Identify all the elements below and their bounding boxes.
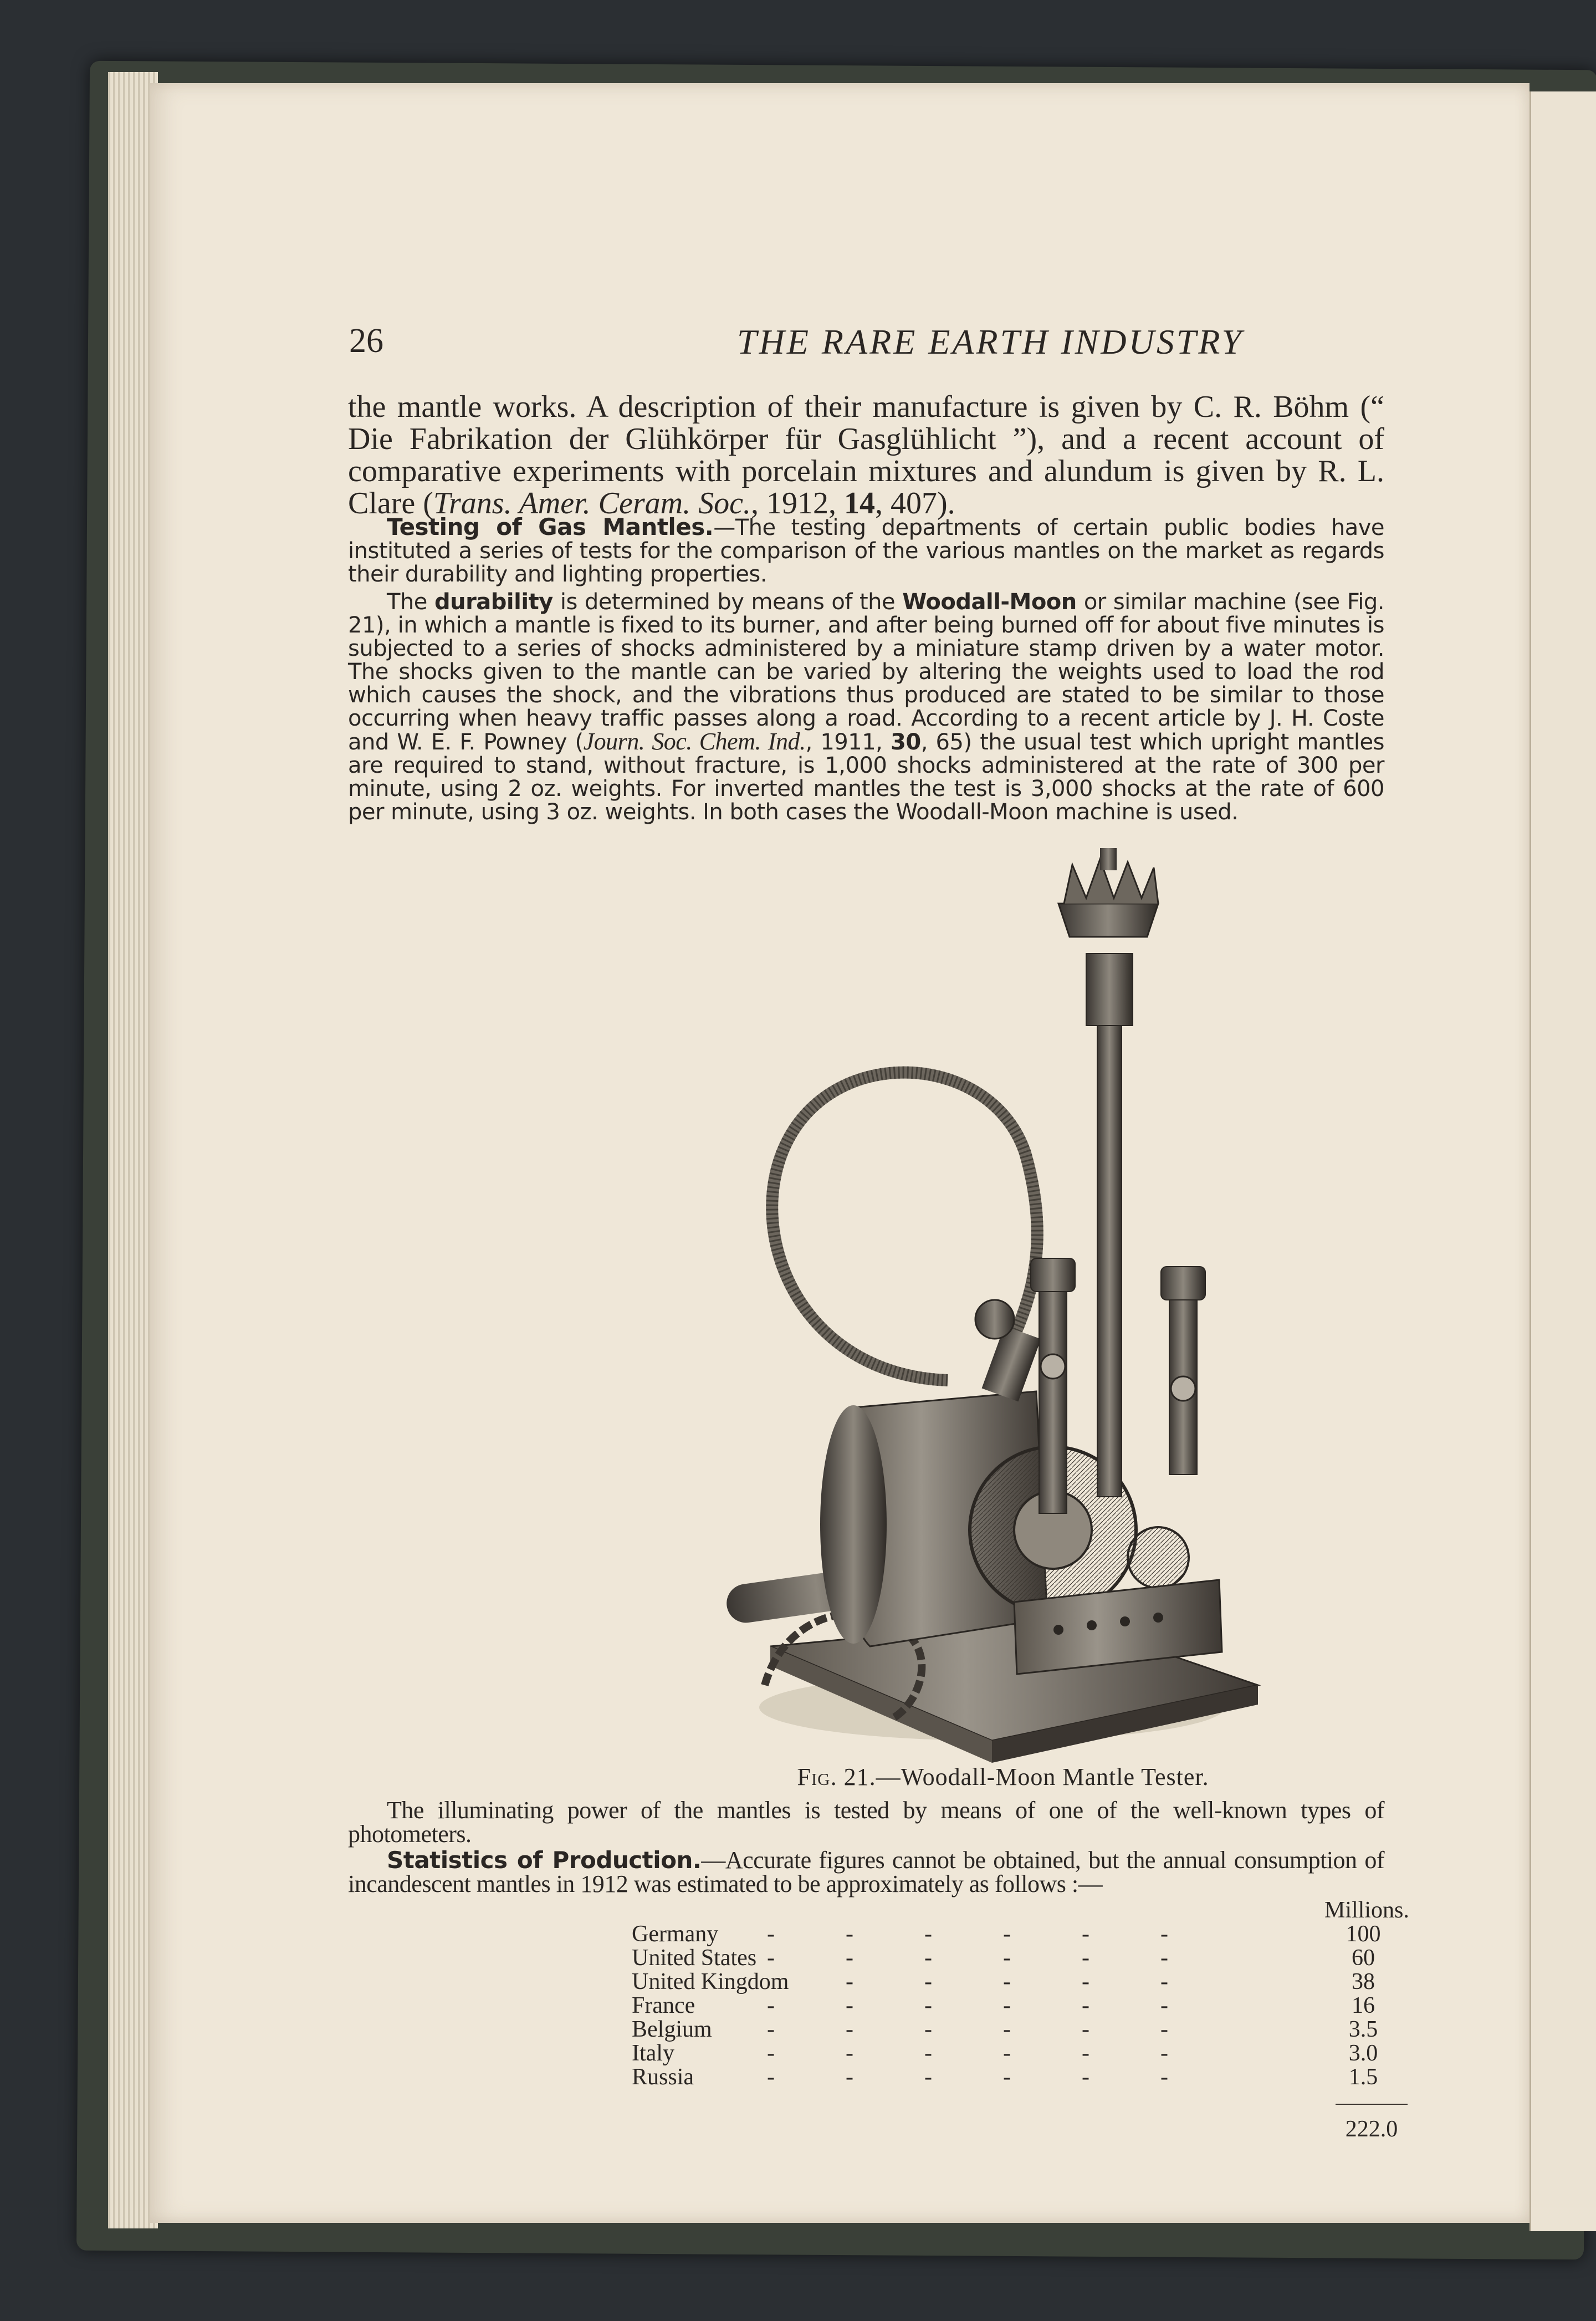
figure-caption-text: —Woodall-Moon Mantle Tester.: [876, 1763, 1209, 1791]
country-name: Russia: [632, 2064, 694, 2090]
country-value: 3.0: [1348, 2041, 1378, 2066]
dot-leaders: - - - - - -: [767, 2017, 1168, 2042]
durability-paragraph: [348, 590, 1384, 824]
durability-text-c: or similar machine (see Fig. 21), in which a mantle is fixed to its burner, and after being burned off for about five minutes is subjected to a series of shocks administered by a miniature stamp driven by a water motor. The shocks given to the mantle can be varied by altering the weights used to load the rod which causes the shock, and the vibrations thus produced are stated to be similar to those occurring when heavy traffic passes along a road. According to a recent article by J. H. Coste and W. E. F. Powney (: [348, 589, 1385, 755]
table-row: [632, 2018, 1419, 2042]
durability-journal: Journ. Soc. Chem. Ind.: [583, 728, 806, 755]
table-total: 222.0: [1345, 2116, 1398, 2142]
dot-leaders: - - - - - -: [767, 1993, 1168, 2018]
table-row: [632, 1994, 1419, 2018]
country-value: 60: [1352, 1945, 1375, 1971]
intro-text-year: , 1912,: [750, 486, 844, 521]
durability-volume: 30: [891, 730, 921, 755]
dot-leaders: - - - - - -: [767, 1945, 1168, 1971]
total-rule: [1336, 2104, 1408, 2105]
dot-leaders: - - - - - -: [767, 2041, 1168, 2066]
table-row: [632, 1946, 1419, 1970]
country-name: Belgium: [632, 2017, 712, 2042]
country-value: 100: [1346, 1921, 1381, 1947]
page-number: 26: [349, 322, 383, 360]
country-name: Italy: [632, 2041, 674, 2066]
testing-heading: Testing of Gas Mantles.: [387, 513, 714, 540]
intro-text: the mantle works. A description of their manufacture is given by C. R. Böhm (“ Die Fabrikation der Glühkörper für Gasglühlicht ”), and a recent account of comparative experiments with porcelain mixtures and alundum is given by R. L. Clare (: [348, 390, 1384, 521]
intro-text-end: , 407).: [874, 486, 955, 521]
durability-text-d: , 1911,: [805, 730, 891, 755]
illuminating-text: The illuminating power of the mantles is tested by means of one of the well-known types of photometers.: [348, 1797, 1384, 1848]
statistics-text: —Accurate figures cannot be obtained, but the annual consumption of incandescent mantles in 1912 was estimated to be approximately as follows :—: [348, 1846, 1384, 1897]
durability-text-e: , 65) the usual test which upright mantles are required to stand, without fracture, is 1,000 shocks administered at the rate of 300 per minute, using 2 oz. weights. For inverted mantles the test is 3,000 shocks at the rate of 600 per minute, using 3 oz. weights. In both cases the Woodall-Moon machine is used.: [348, 730, 1384, 825]
machine-name: Woodall-Moon: [902, 589, 1077, 615]
statistics-paragraph: [348, 1846, 1384, 1897]
intro-paragraph: [348, 391, 1384, 519]
statistics-heading: Statistics of Production.: [387, 1846, 702, 1874]
table-row: [632, 1922, 1419, 1946]
country-name: United Kingdom: [632, 1969, 789, 1994]
figure-caption: [150, 1763, 1596, 1791]
intro-citation-volume: 14: [843, 486, 875, 521]
country-value: 1.5: [1348, 2064, 1378, 2090]
table-row: [632, 1970, 1419, 1994]
table-row: [632, 2042, 1419, 2065]
intro-citation-journal: Trans. Amer. Ceram. Soc.: [433, 486, 751, 521]
country-name: France: [632, 1993, 695, 2018]
durability-text-a: The: [387, 589, 434, 615]
testing-paragraph: [348, 513, 1385, 587]
country-value: 38: [1352, 1969, 1375, 1994]
running-title: THE RARE EARTH INDUSTRY: [737, 322, 1244, 361]
durability-text-b: is determined by means of the: [553, 589, 903, 615]
country-name: Germany: [632, 1921, 719, 1947]
dot-leaders: - - - - - -: [767, 2064, 1168, 2090]
country-value: 3.5: [1348, 2017, 1378, 2042]
country-value: 16: [1352, 1993, 1375, 2018]
table-unit-header: Millions.: [1324, 1897, 1409, 1923]
dot-leaders: - - - - -: [846, 1969, 1168, 1994]
durability-bold: durability: [434, 589, 553, 615]
facing-page-edge: [1530, 91, 1596, 2231]
woodall-moon-mantle-tester-illustration: [704, 843, 1308, 1763]
dot-leaders: - - - - - -: [767, 1921, 1168, 1947]
testing-text: —The testing departments of certain public bodies have instituted a series of tests for the comparison of the various mantles on the market as regards their durability and lighting properties.: [348, 515, 1385, 587]
figure-label: Fig. 21.: [797, 1763, 876, 1791]
page-header: [349, 322, 1302, 366]
table-row: [632, 2065, 1419, 2089]
country-name: United States: [632, 1945, 757, 1971]
book-page: [150, 83, 1530, 2223]
illuminating-paragraph: [348, 1799, 1384, 1846]
